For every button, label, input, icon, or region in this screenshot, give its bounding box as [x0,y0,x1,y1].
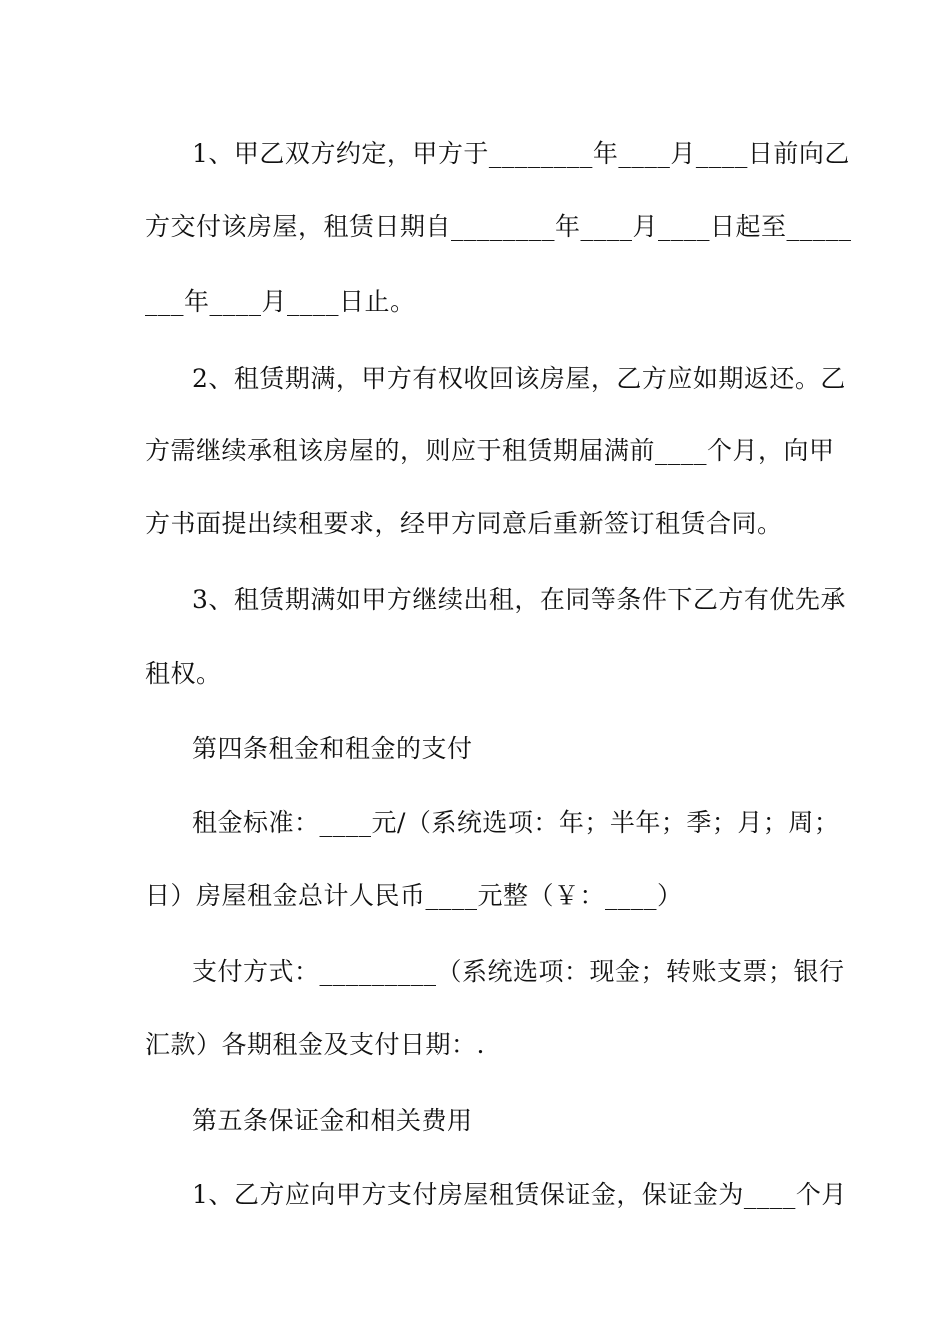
paragraph-line: 1、乙方应向甲方支付房屋租赁保证金，保证金为____个月 [192,1180,847,1209]
paragraph-line: 1、甲乙双方约定，甲方于________年____月____日前向乙 [192,139,850,168]
paragraph-line: 方交付该房屋，租赁日期自________年____月____日起至_____ [145,212,852,241]
paragraph-line: 2、租赁期满，甲方有权收回该房屋，乙方应如期返还。乙 [192,364,846,393]
section-heading: 第五条保证金和相关费用 [192,1106,473,1135]
paragraph-line: 支付方式：_________（系统选项：现金；转账支票；银行 [192,957,845,986]
paragraph-line: ___年____月____日止。 [145,287,416,316]
paragraph-line: 方需继续承租该房屋的，则应于租赁期届满前____个月，向甲 [145,436,835,465]
paragraph-line: 租权。 [145,659,222,688]
paragraph-line: 汇款）各期租金及支付日期：. [145,1030,485,1059]
paragraph-line: 租金标准：____元/（系统选项：年；半年；季；月；周； [192,808,840,837]
section-heading: 第四条租金和租金的支付 [192,734,473,763]
paragraph-line: 方书面提出续租要求，经甲方同意后重新签订租赁合同。 [145,509,783,538]
paragraph-line: 日）房屋租金总计人民币____元整（￥：____） [145,881,683,910]
paragraph-line: 3、租赁期满如甲方继续出租，在同等条件下乙方有优先承 [192,585,846,614]
